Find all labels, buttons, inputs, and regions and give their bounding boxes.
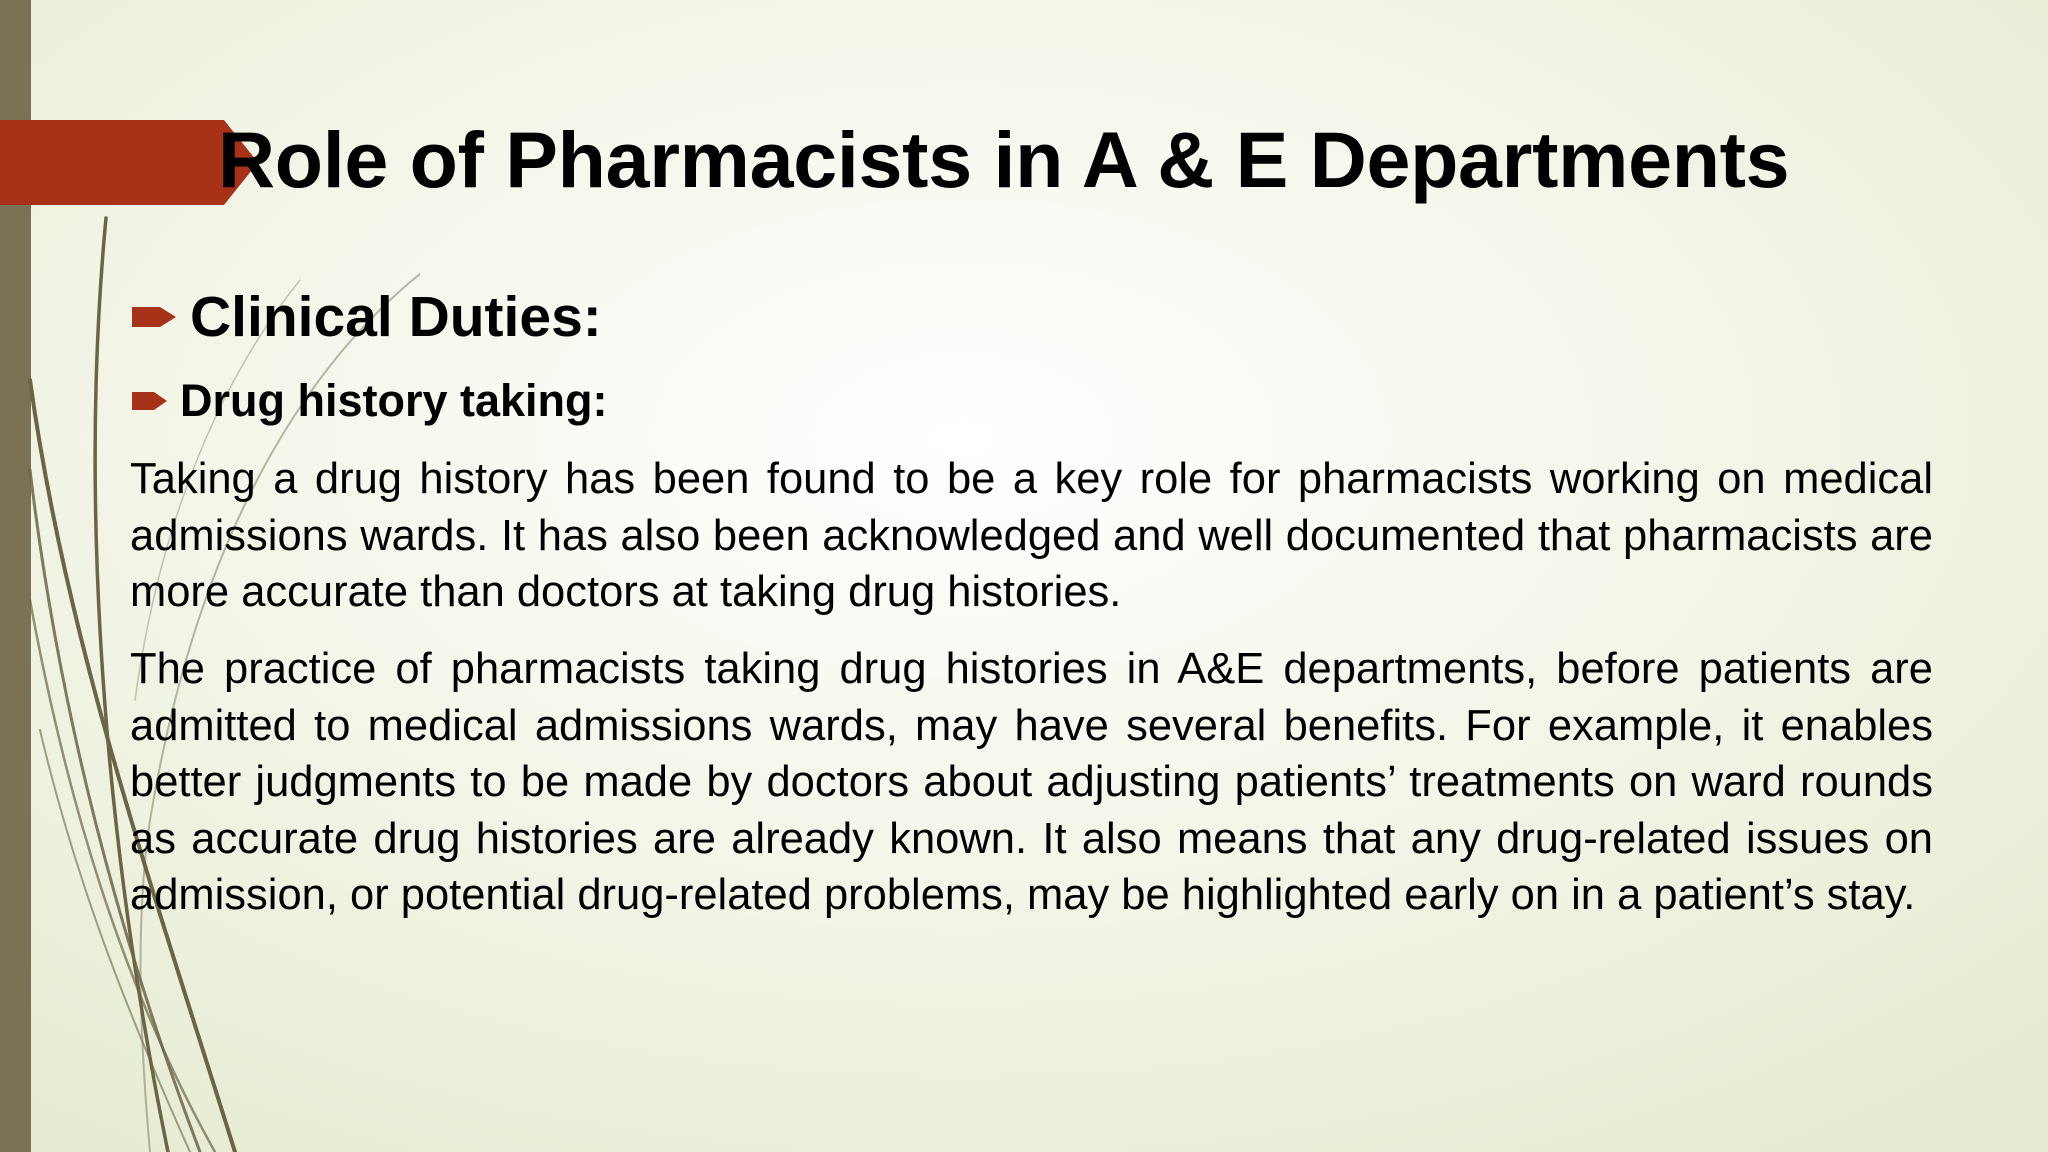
bullet-drug-history	[132, 374, 608, 428]
body-paragraph: The practice of pharmacists taking drug histories in A&E departments, before patients are admitted to medical admissions wards, may have several benefits. For example, it enables better judgments to be made by doctors about adjusting patients’ treatments on ward rounds as accurate drug histories are already known. It also means that any drug-related issues on admission, or potential drug-related problems, may be highlighted early on in a patient’s stay.	[130, 645, 1933, 919]
bullet-clinical-duties	[132, 284, 602, 350]
arrow-bullet-icon	[132, 390, 168, 412]
slide-title: Role of Pharmacists in A & E Departments	[218, 115, 1790, 204]
heading-text: Clinical Duties:	[190, 285, 602, 349]
body-paragraph: Taking a drug history has been found to be a key role for pharmacists working on medical admissions wards. It has also been acknowledged and well documented that pharmacists are more accurate than doctors at taking drug histories.	[130, 455, 1933, 616]
subheading-text: Drug history taking:	[180, 375, 608, 426]
arrow-bullet-icon	[132, 304, 178, 330]
